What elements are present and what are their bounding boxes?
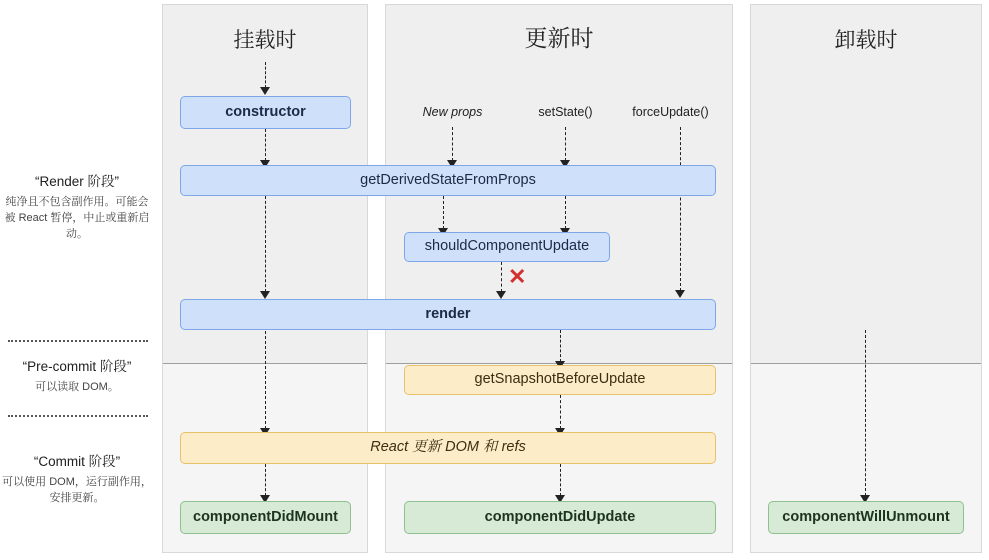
legend-precommit-desc: 可以读取 DOM。	[35, 381, 119, 393]
arrow-render-to-commit-mount	[265, 331, 266, 429]
phase-divider-unmount	[751, 363, 981, 364]
node-component-did-mount[interactable]: componentDidMount	[180, 501, 351, 534]
arrow-to-will-unmount	[865, 330, 866, 496]
node-render[interactable]: render	[180, 299, 716, 330]
arrow-set-state-down	[565, 127, 566, 161]
node-react-updates-dom[interactable]: React 更新 DOM 和 refs	[180, 432, 716, 464]
trigger-set-state: setState()	[538, 105, 593, 119]
node-constructor[interactable]: constructor	[180, 96, 351, 129]
legend-commit-phase	[2, 450, 152, 507]
arrow-render-to-snapshot	[560, 330, 561, 362]
node-should-component-update[interactable]: shouldComponentUpdate	[404, 232, 610, 262]
legend-commit-desc: 可以使用 DOM，运行副作用，安排更新。	[2, 476, 152, 504]
legend-render-title: “Render 阶段”	[34, 174, 120, 189]
legend-render-desc: 纯净且不包含副作用。可能会被 React 暂停，中止或重新启动。	[4, 196, 150, 240]
arrow-new-props-down	[452, 127, 453, 161]
column-title-unmount: 卸载时	[834, 29, 898, 52]
arrow-gdsfp-to-scu	[443, 196, 444, 229]
skip-render-x-icon: ✕	[508, 264, 527, 289]
arrow-setstate-to-scu	[565, 196, 566, 229]
arrow-commit-to-did-mount	[265, 464, 266, 496]
column-title-mount: 挂载时	[233, 29, 297, 52]
arrow-constructor-to-gdsfp	[265, 129, 266, 161]
arrow-scu-to-render	[501, 262, 502, 292]
trigger-force-update: forceUpdate()	[632, 105, 709, 119]
node-get-snapshot-before-update[interactable]: getSnapshotBeforeUpdate	[404, 365, 716, 395]
arrowhead-force-update-down	[675, 290, 685, 298]
arrow-commit-to-did-update	[560, 464, 561, 496]
arrow-to-constructor	[265, 62, 266, 88]
render-phase-shade-unmount	[751, 5, 981, 363]
arrowhead-to-constructor	[260, 87, 270, 95]
column-title-update: 更新时	[524, 25, 594, 51]
arrowhead-scu-to-render	[496, 291, 506, 299]
trigger-new-props: New props	[422, 105, 483, 119]
node-component-will-unmount[interactable]: componentWillUnmount	[768, 501, 964, 534]
legend-commit-title: “Commit 阶段”	[33, 454, 121, 469]
arrow-gdsfp-to-render-mount	[265, 196, 266, 292]
legend-precommit-title: “Pre-commit 阶段”	[22, 359, 132, 374]
legend-render-phase	[2, 170, 152, 243]
node-get-derived-state-from-props[interactable]: getDerivedStateFromProps	[180, 165, 716, 196]
legend-divider-top	[8, 340, 148, 342]
arrowhead-gdsfp-to-render-mount	[260, 291, 270, 299]
arrow-snapshot-to-commit	[560, 395, 561, 429]
arrow-force-update-down	[680, 127, 681, 291]
node-component-did-update[interactable]: componentDidUpdate	[404, 501, 716, 534]
legend-divider-bottom	[8, 415, 148, 417]
legend-precommit-phase	[2, 355, 152, 396]
